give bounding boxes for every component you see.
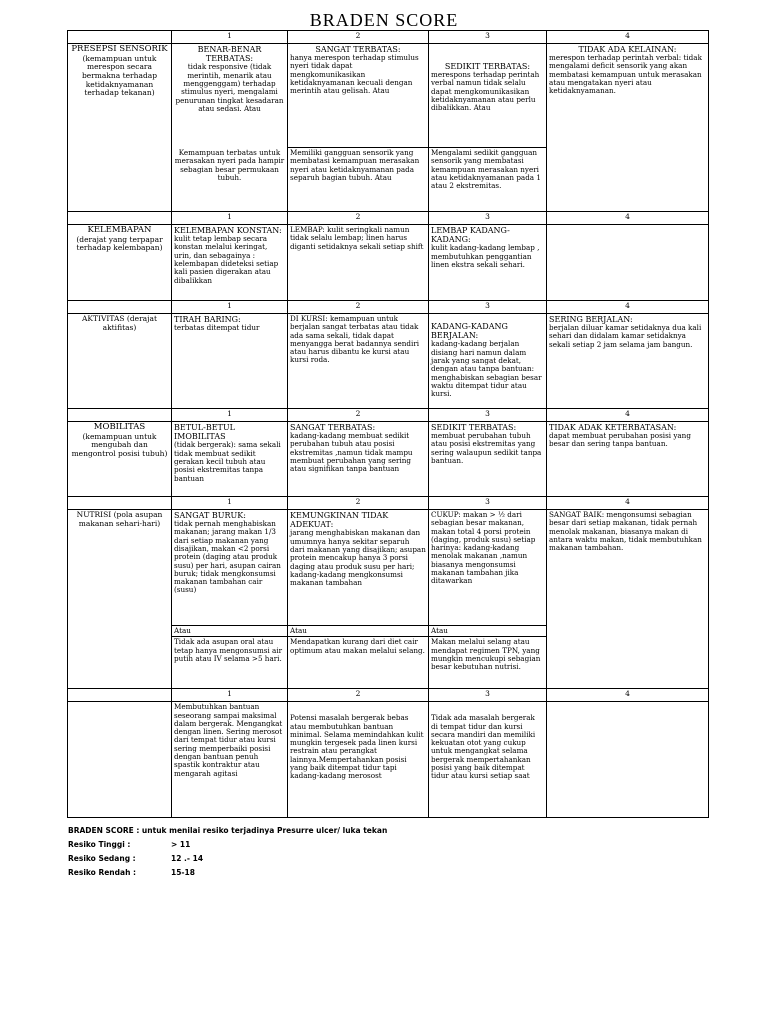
- footer-notes: [68, 826, 387, 882]
- nutrisi-score-3: CUKUP: makan > ½ dari sebagian besar makanan, makan total 4 porsi protein (daging, produk susu) setiap harinya: kadang-kadang menolak makanan ,namun biasanya mengonsumsi makanan tambahan jika ditawarkan: [429, 510, 547, 626]
- aktivitas-score-1: TIRAH BARING: terbatas ditempat tidur: [172, 314, 288, 409]
- aktivitas-row: [68, 314, 709, 409]
- mobilitas-row: [68, 422, 709, 497]
- mobilitas-category: MOBILITAS (kemampuan untuk mengubah dan mengontrol posisi tubuh): [68, 422, 172, 497]
- risk-high: Resiko Tinggi : > 11: [68, 840, 191, 849]
- mobilitas-score-4: TIDAK ADAK KETERBATASAN: dapat membuat perubahan posisi yang besar dan sering tanpa bantuan.: [547, 422, 709, 497]
- persepsi-row: [68, 44, 709, 148]
- kelembapan-score-3: LEMBAP KADANG-KADANG: kulit kadang-kadang lembap , membutuhkan penggantian linen ekstra sekali sehari.: [429, 225, 547, 301]
- aktivitas-score-2: DI KURSI: kemampuan untuk berjalan sangat terbatas atau tidak ada sama sekali, tidak dapat menyangga berat badannya sendiri atau harus dibantu ke kursi atau kursi roda.: [288, 314, 429, 409]
- score-header-row: 1 2 3 4: [68, 497, 709, 510]
- score-header-row: 1 2 3 4: [68, 301, 709, 314]
- kelembapan-score-1: KELEMBAPAN KONSTAN: kulit tetap lembap secara konstan melalui keringat, urin, dan sebagainya : kelembapan dideteksi setiap kali pasien digerakan atau dibalikkan: [172, 225, 288, 301]
- persepsi-score-1: BENAR-BENAR TERBATAS: tidak responsive (tidak merintih, menarik atau menggenggam) terhadap stimulus nyeri, mengalami penurunan tingkat kesadaran atau sedasi. Atau Kemampuan terbatas untuk merasakan nyeri pada hampir sebagian besar permukaan tubuh.: [172, 44, 288, 212]
- nutrisi-category: NUTRISI (pola asupan makanan sehari-hari): [68, 510, 172, 689]
- nutrisi-score-1: SANGAT BURUK: tidak pernah menghabiskan makanan; jarang makan 1/3 dari setiap makanan yang disajikan, makan <2 porsi protein (daging atau produk susu) per hari, asupan cairan buruk; tidak mengkonsumsi makanan tambahan cair (susu): [172, 510, 288, 626]
- kelembapan-row: [68, 225, 709, 301]
- score-header-row: 1 2 3 4: [68, 31, 709, 44]
- nutrisi-score-2: KEMUNGKINAN TIDAK ADEKUAT: jarang menghabiskan makanan dan umumnya hanya sekitar separuh dari makanan yang disajikan; asupan protein mencakup hanya 3 porsi daging atau produk susu per hari; kadang-kadang mengkonsumsi makanan tambahan: [288, 510, 429, 626]
- persepsi-score-3b: Mengalami sedikit gangguan sensorik yang membatasi kemampuan merasakan nyeri atau ketidaknyamanan pada 1 atau 2 ekstremitas.: [429, 148, 547, 212]
- persepsi-score-2b: Memiliki gangguan sensorik yang membatasi kemampuan merasakan nyeri atau ketidaknyamanan pada separuh bagian tubuh. Atau: [288, 148, 429, 212]
- mobilitas-score-3: SEDIKIT TERBATAS: membuat perubahan tubuh atau posisi ekstremitas yang sering walaupun sedikit tanpa bantuan.: [429, 422, 547, 497]
- nutrisi-score-2b: Mendapatkan kurang dari diet cair optimum atau makan melalui selang.: [288, 637, 429, 689]
- score-header-row: 1 2 3 4: [68, 212, 709, 225]
- nutrisi-row: [68, 510, 709, 626]
- risk-medium: Resiko Sedang : 12 .- 14: [68, 854, 204, 863]
- nutrisi-score-4: SANGAT BAIK: mengonsumsi sebagian besar dari setiap makanan, tidak pernah menolak makanan, biasanya makan di antara waktu makan, tidak membutuhkan makanan tambahan.: [547, 510, 709, 689]
- kelembapan-score-2: LEMBAP: kulit seringkali namun tidak selalu lembap; linen harus diganti setidaknya sekali setiap shift: [288, 225, 429, 301]
- atau-label: Atau: [429, 626, 547, 637]
- persepsi-score-2: SANGAT TERBATAS: hanya merespon terhadap stimulus nyeri tidak dapat mengkomunikasikan ketidaknyamanan kecuali dengan merintih atau gelisah. Atau: [288, 44, 429, 148]
- score-header-row: 1 2 3 4: [68, 689, 709, 702]
- persepsi-score-3: SEDIKIT TERBATAS: merespons terhadap perintah verbal namun tidak selalu dapat mengkomunikasikan ketidaknyamanan atau perlu dibalikkan. Atau: [429, 44, 547, 148]
- nutrisi-score-3b: Makan melalui selang atau mendapat regimen TPN, yang mungkin mencukupi sebagian besar kebutuhan nutrisi.: [429, 637, 547, 689]
- score-header-row: 1 2 3 4: [68, 409, 709, 422]
- aktivitas-score-4: SERING BERJALAN: berjalan diluar kamar setidaknya dua kali sehari dan didalam kamar setidaknya sekali setiap 2 jam selama jam bangun.: [547, 314, 709, 409]
- gesekan-row: [68, 702, 709, 818]
- persepsi-score-4: TIDAK ADA KELAINAN: merespon terhadap perintah verbal: tidak mengalami deficit sensorik yang akan membatasi kemampuan untuk merasakan atau mengatakan nyeri atau ketidaknyamanan.: [547, 44, 709, 212]
- risk-low: Resiko Rendah : 15-18: [68, 868, 195, 877]
- mobilitas-score-2: SANGAT TERBATAS: kadang-kadang membuat sedikit perubahan tubuh atau posisi ekstremitas ,namun tidak mampu membuat perubahan yang sering atau signifikan tanpa bantuan: [288, 422, 429, 497]
- gesekan-score-4: [547, 702, 709, 818]
- kelembapan-category: KELEMBAPAN (derajat yang terpapar terhadap kelembapan): [68, 225, 172, 301]
- persepsi-category: PRESEPSI SENSORIK (kemampuan untuk merespon secara bermakna terhadap ketidaknyamanan terhadap tekanan): [68, 44, 172, 212]
- aktivitas-score-3: KADANG-KADANG BERJALAN: kadang-kadang berjalan disiang hari namun dalam jarak yang sangat dekat, dengan atau tanpa bantuan: menghabiskan sebagian besar waktu ditempat tidur atau kursi.: [429, 314, 547, 409]
- atau-label: Atau: [172, 626, 288, 637]
- gesekan-score-1: Membutuhkan bantuan seseorang sampai maksimal dalam bergerak. Mengangkat dengan linen. Sering merosot dari tempat tidur atau kursi sering memperbaiki posisi dengan bantuan penuh spastik kontraktur atau mengarah agitasi: [172, 702, 288, 818]
- braden-table: [67, 30, 709, 818]
- page-title: BRADEN SCORE: [309, 10, 459, 30]
- mobilitas-score-1: BETUL-BETUL IMOBILITAS (tidak bergerak): sama sekali tidak membuat sedikit gerakan kecil tubuh atau posisi ekstremitas tanpa bantuan: [172, 422, 288, 497]
- footer-line: BRADEN SCORE : untuk menilai resiko terjadinya Presurre ulcer/ luka tekan: [68, 826, 388, 835]
- nutrisi-score-1b: Tidak ada asupan oral atau tetap hanya mengonsumsi air putih atau IV selama >5 hari.: [172, 637, 288, 689]
- gesekan-category: [68, 702, 172, 818]
- gesekan-score-3: Tidak ada masalah bergerak di tempat tidur dan kursi secara mandiri dan memiliki kekuatan otot yang cukup untuk mengangkat selama bergerak mempertahankan posisi yang baik ditempat tidur atau kursi setiap saat: [429, 702, 547, 818]
- atau-label: Atau: [288, 626, 429, 637]
- aktivitas-category: AKTIVITAS (derajat aktifitas): [68, 314, 172, 409]
- gesekan-score-2: Potensi masalah bergerak bebas atau membutuhkan bantuan minimal. Selama memindahkan kulit mungkin tergesek pada linen kursi restrain atau perangkat lainnya.Mempertahankan posisi yang baik ditempat tidur tapi kadang-kadang merosost: [288, 702, 429, 818]
- kelembapan-score-4: [547, 225, 709, 301]
